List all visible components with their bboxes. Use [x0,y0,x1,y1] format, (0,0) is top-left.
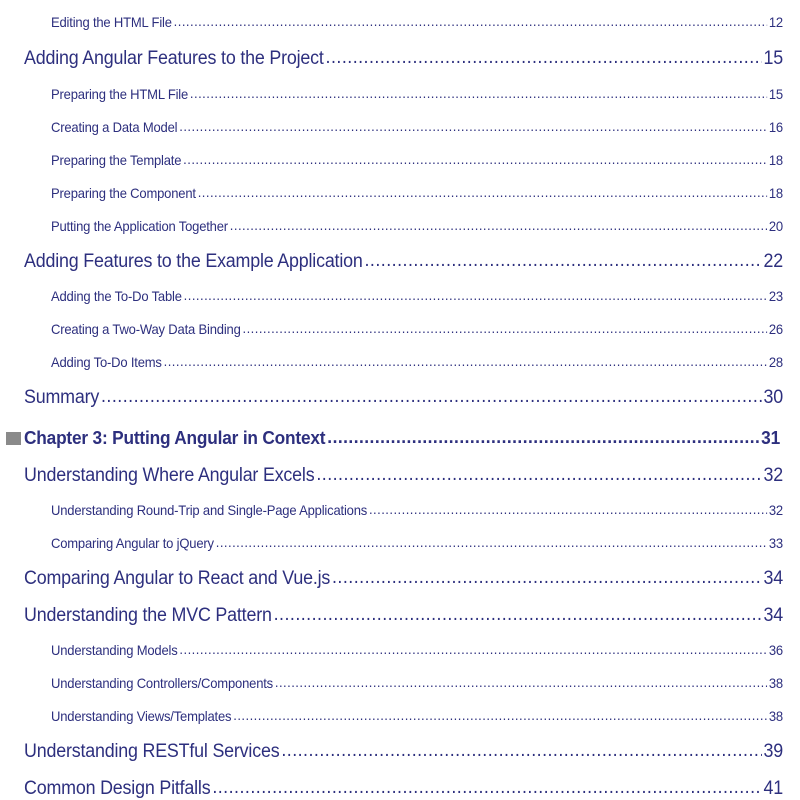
dot-leader [281,740,761,762]
toc-entry-page: 32 [763,465,783,486]
dot-leader [184,287,767,303]
dot-leader [274,604,762,626]
toc-entry-controllers-components[interactable] [51,675,783,691]
toc-entry-adding-todo-items[interactable] [51,354,783,370]
toc-entry-two-way-binding[interactable] [51,321,783,337]
chapter-marker-square [6,432,21,445]
dot-leader [190,85,767,101]
toc-entry-title: Understanding Where Angular Excels [24,465,315,486]
toc-entry-page: 34 [763,568,783,589]
dot-leader [326,47,762,69]
dot-leader [230,217,767,233]
toc-entry-page: 15 [768,86,783,102]
toc-entry-page: 23 [768,288,783,304]
dot-leader [183,151,767,167]
toc-entry-mvc-pattern[interactable] [24,605,783,627]
dot-leader [364,250,761,272]
toc-entry-page: 30 [763,387,783,408]
toc-entry-adding-features-example[interactable] [24,251,783,273]
toc-entry-title: Comparing Angular to React and Vue.js [24,568,331,589]
toc-entry-title: Understanding Models [51,642,178,658]
dot-leader [212,777,761,799]
dot-leader [327,427,759,448]
toc-entry-title: Summary [24,387,100,408]
toc-entry-page: 32 [768,502,783,518]
toc-entry-angular-vs-react-vue[interactable] [24,568,783,590]
toc-entry-adding-todo-table[interactable] [51,288,783,304]
dot-leader [164,353,767,369]
dot-leader [101,386,762,408]
toc-entry-angular-vs-jquery[interactable] [51,535,783,551]
toc-entry-preparing-component[interactable] [51,185,783,201]
toc-entry-where-angular-excels[interactable] [24,465,783,487]
toc-entry-page: 22 [763,251,783,272]
toc-entry-chapter-3[interactable] [24,428,780,449]
toc-entry-page: 18 [768,185,783,201]
toc-entry-views-templates[interactable] [51,708,783,724]
toc-entry-page: 31 [761,428,780,448]
toc-entry-page: 18 [768,152,783,168]
toc-entry-title: Adding the To-Do Table [51,288,182,304]
toc-entry-title: Editing the HTML File [51,14,172,30]
toc-entry-title: Comparing Angular to jQuery [51,535,214,551]
toc-entry-title: Creating a Two-Way Data Binding [51,321,241,337]
toc-entry-restful-services[interactable] [24,741,783,763]
dot-leader [179,118,767,134]
toc-entry-understanding-models[interactable] [51,642,783,658]
toc-entry-title: Understanding the MVC Pattern [24,605,272,626]
toc-entry-title: Understanding Round-Trip and Single-Page Applications [51,502,368,518]
toc-entry-creating-data-model[interactable] [51,119,783,135]
toc-entry-page: 20 [768,218,783,234]
toc-entry-page: 36 [768,642,783,658]
toc-entry-title: Putting the Application Together [51,218,228,234]
toc-entry-title: Adding To-Do Items [51,354,162,370]
toc-entry-preparing-html-file[interactable] [51,86,783,102]
dot-leader [332,567,762,589]
toc-entry-page: 15 [763,48,783,69]
toc-entry-page: 41 [763,778,783,799]
toc-entry-title: Understanding Views/Templates [51,708,232,724]
toc-entry-design-pitfalls[interactable] [24,778,783,800]
toc-entry-summary[interactable] [24,387,783,409]
toc-entry-title: Adding Features to the Example Application [24,251,363,272]
toc-entry-title: Adding Angular Features to the Project [24,48,324,69]
toc-entry-page: 16 [768,119,783,135]
toc-entry-editing-html-file[interactable] [51,14,783,30]
toc-entry-page: 26 [768,321,783,337]
toc-entry-round-trip-single-page[interactable] [51,502,783,518]
dot-leader [275,674,767,690]
toc-entry-title: Creating a Data Model [51,119,178,135]
toc-entry-title: Understanding RESTful Services [24,741,280,762]
toc-entry-adding-angular-features[interactable] [24,48,783,70]
toc-entry-page: 28 [768,354,783,370]
dot-leader [233,707,767,723]
toc-entry-page: 38 [768,675,783,691]
toc-entry-title: Preparing the Template [51,152,182,168]
toc-entry-page: 12 [768,14,783,30]
dot-leader [216,534,767,550]
toc-entry-page: 33 [768,535,783,551]
toc-entry-title: Preparing the Component [51,185,196,201]
dot-leader [369,501,767,517]
toc-entry-putting-application-together[interactable] [51,218,783,234]
toc-entry-page: 38 [768,708,783,724]
dot-leader [316,464,761,486]
toc-entry-preparing-template[interactable] [51,152,783,168]
toc-entry-page: 34 [763,605,783,626]
dot-leader [174,13,767,29]
toc-entry-title: Chapter 3: Putting Angular in Context [24,428,326,448]
toc-entry-title: Preparing the HTML File [51,86,189,102]
toc-entry-page: 39 [763,741,783,762]
toc-entry-title: Common Design Pitfalls [24,778,211,799]
toc-entry-title: Understanding Controllers/Components [51,675,274,691]
dot-leader [242,320,767,336]
dot-leader [198,184,767,200]
dot-leader [179,641,767,657]
